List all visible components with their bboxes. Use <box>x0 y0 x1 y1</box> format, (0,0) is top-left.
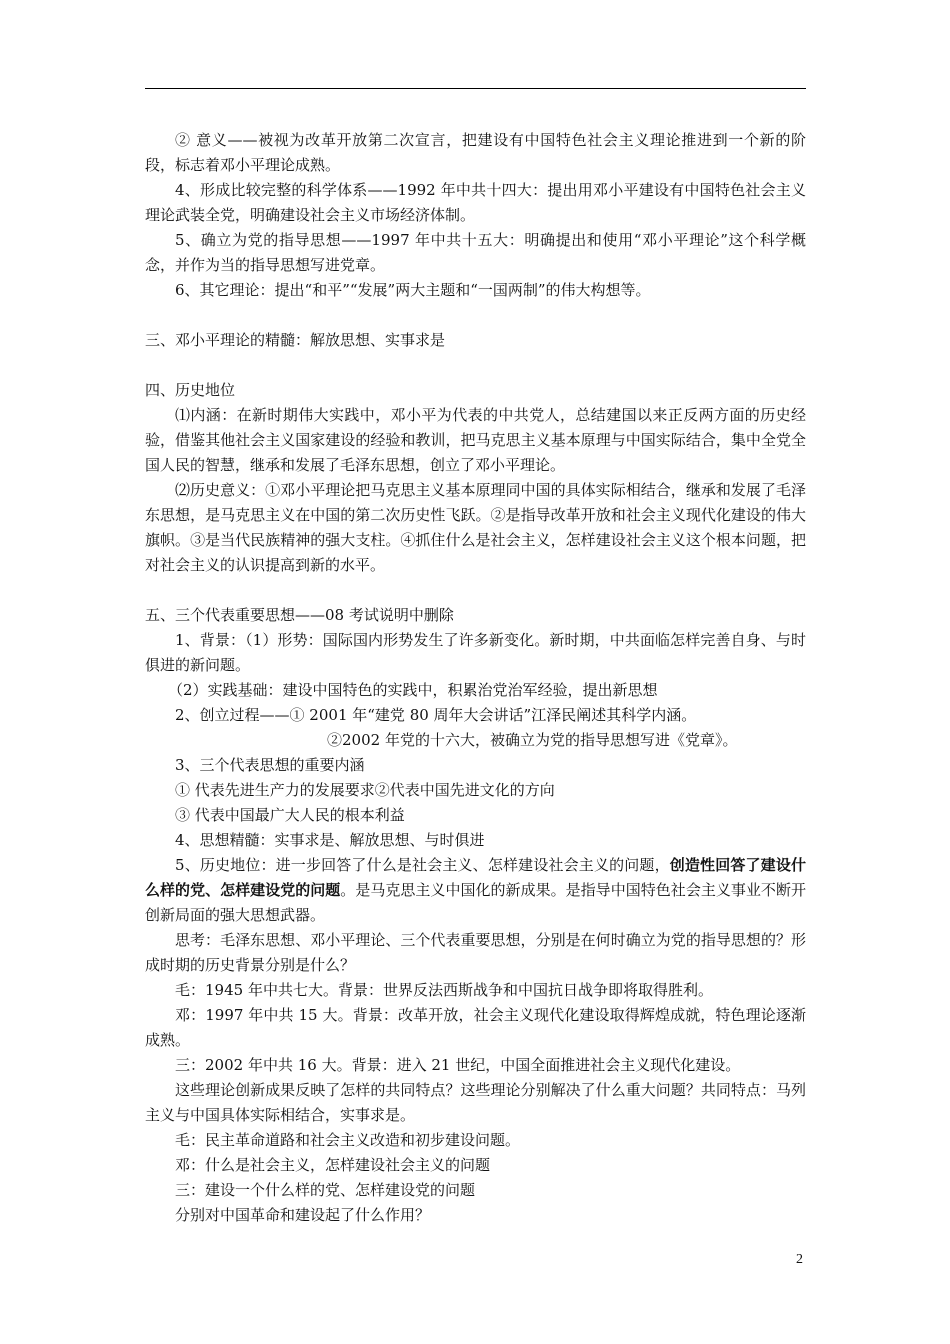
paragraph: ① 代表先进生产力的发展要求②代表中国先进文化的方向 <box>175 781 555 799</box>
bold-text-run: 创造性回答了建设什么样的党、怎样建设党的问题 <box>145 856 806 899</box>
paragraph: 邓：什么是社会主义，怎样建设社会主义的问题 <box>175 1156 491 1174</box>
page-number: 2 <box>796 1252 803 1267</box>
paragraph: 三：建设一个什么样的党、怎样建设党的问题 <box>175 1181 476 1199</box>
paragraph: 邓：1997 年中共 15 大。背景：改革开放，社会主义现代化建设取得辉煌成就，特色理论逐渐成熟。 <box>145 1006 806 1049</box>
text-run: 。是马克思主义中国化的新成果。是指导中国特色社会主义事业不断开创新局面的强大思想武器。 <box>145 881 806 924</box>
paragraph: 毛：民主革命道路和社会主义改造和初步建设问题。 <box>175 1131 521 1149</box>
paragraph: ⑴内涵：在新时期伟大实践中，邓小平为代表的中共党人，总结建国以来正反两方面的历史经验，借鉴其他社会主义国家建设的经验和教训，把马克思主义基本原理与中国实际结合，集中全党全国人民的智慧，继承和发展了毛泽东思想，创立了邓小平理论。 <box>145 406 806 474</box>
section-heading: 四、历史地位 <box>145 381 236 399</box>
paragraph: 三：2002 年中共 16 大。背景：进入 21 世纪，中国全面推进社会主义现代化建设。 <box>175 1056 741 1074</box>
paragraph: ②2002 年党的十六大，被确立为党的指导思想写进《党章》。 <box>327 731 738 749</box>
document-body <box>145 128 806 1228</box>
header-rule <box>145 88 806 89</box>
paragraph: ③ 代表中国最广大人民的根本利益 <box>175 806 405 824</box>
paragraph <box>145 853 806 928</box>
paragraph: 4、形成比较完整的科学体系——1992 年中共十四大：提出用邓小平建设有中国特色社会主义理论武装全党，明确建设社会主义市场经济体制。 <box>145 181 806 224</box>
paragraph: ⑵历史意义：①邓小平理论把马克思主义基本原理同中国的具体实际相结合，继承和发展了毛泽东思想，是马克思主义在中国的第二次历史性飞跃。②是指导改革开放和社会主义现代化建设的伟大旗帜。③是当代民族精神的强大支柱。④抓住什么是社会主义，怎样建设社会主义这个根本问题，把对社会主义的认识提高到新的水平。 <box>145 481 806 574</box>
paragraph: （2）实践基础：建设中国特色的实践中，积累治党治军经验，提出新思想 <box>168 681 658 699</box>
paragraph: ② 意义——被视为改革开放第二次宣言，把建设有中国特色社会主义理论推进到一个新的阶段，标志着邓小平理论成熟。 <box>145 131 806 174</box>
paragraph: 5、确立为党的指导思想——1997 年中共十五大：明确提出和使用“邓小平理论”这个科学概念，并作为当的指导思想写进党章。 <box>145 231 806 274</box>
paragraph: 这些理论创新成果反映了怎样的共同特点？这些理论分别解决了什么重大问题？共同特点：马列主义与中国具体实际相结合，实事求是。 <box>145 1081 806 1124</box>
paragraph: 毛：1945 年中共七大。背景：世界反法西斯战争和中国抗日战争即将取得胜利。 <box>175 981 713 999</box>
paragraph: 1、背景：（1）形势：国际国内形势发生了许多新变化。新时期，中共面临怎样完善自身、与时俱进的新问题。 <box>145 631 806 674</box>
paragraph: 分别对中国革命和建设起了什么作用？ <box>175 1206 431 1224</box>
paragraph: 6、其它理论：提出“和平”“发展”两大主题和“一国两制”的伟大构想等。 <box>175 281 651 299</box>
section-heading: 五、三个代表重要思想——08 考试说明中删除 <box>145 606 454 624</box>
section-heading: 三、邓小平理论的精髓：解放思想、实事求是 <box>145 331 446 349</box>
text-run: 5、历史地位：进一步回答了什么是社会主义、怎样建设社会主义的问题， <box>175 856 670 874</box>
paragraph: 4、思想精髓：实事求是、解放思想、与时俱进 <box>175 831 485 849</box>
paragraph: 3、三个代表思想的重要内涵 <box>175 756 365 774</box>
paragraph: 思考：毛泽东思想、邓小平理论、三个代表重要思想，分别是在何时确立为党的指导思想的？形成时期的历史背景分别是什么？ <box>145 931 806 974</box>
paragraph: 2、创立过程——① 2001 年“建党 80 周年大会讲话”江泽民阐述其科学内涵。 <box>175 706 697 724</box>
